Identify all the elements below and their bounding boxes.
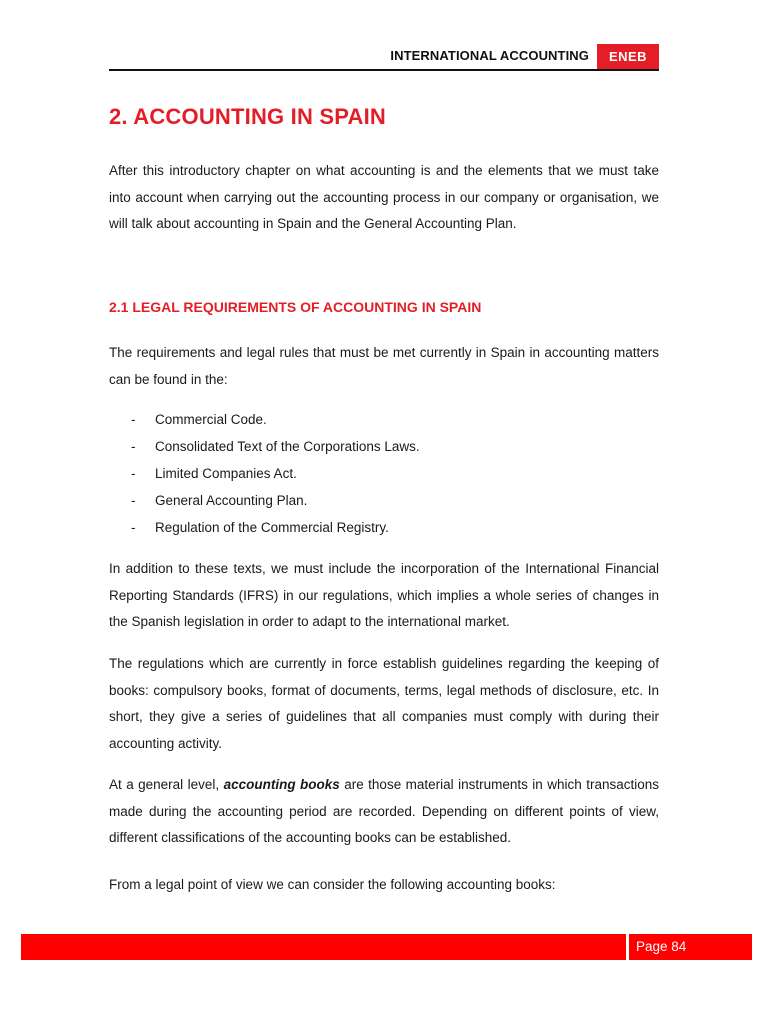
eneb-logo: ENEB [597,44,659,70]
page-number: Page 84 [629,934,752,960]
chapter-title: 2. ACCOUNTING IN SPAIN [109,104,386,129]
list-dash: - [131,493,136,508]
regulations-paragraph: The regulations which are currently in force establish guidelines regarding the keeping of books: compulsory books, format of documents, terms, legal methods of disclosure, etc. In short, they give a series of guidelines that all companies must comply with during their accounting activity. [109,656,659,751]
header-rule [109,69,659,71]
list-item-text: Regulation of the Commercial Registry. [155,520,389,535]
page-header [109,44,659,70]
footer-bar [21,934,626,960]
list-dash: - [131,520,136,535]
list-item-text: Consolidated Text of the Corporations Laws. [155,439,420,454]
books-text-before: At a general level, [109,777,224,792]
list-item [109,437,659,464]
list-item-text: General Accounting Plan. [155,493,308,508]
list-item [109,518,659,545]
list-item [109,491,659,518]
section-lead-paragraph: The requirements and legal rules that must be met currently in Spain in accounting matters can be found in the: [109,345,659,387]
list-item [109,464,659,491]
list-item-text: Commercial Code. [155,412,267,427]
section-title: 2.1 LEGAL REQUIREMENTS OF ACCOUNTING IN SPAIN [109,299,482,315]
intro-paragraph: After this introductory chapter on what accounting is and the elements that we must take into account when carrying out the accounting process in our company or organisation, we will talk about accounting in Spain and the General Accounting Plan. [109,163,659,231]
header-title: INTERNATIONAL ACCOUNTING [390,48,589,63]
legal-texts-list [109,410,659,545]
list-dash: - [131,412,136,427]
list-dash: - [131,466,136,481]
list-item [109,410,659,437]
books-text-after: are those material instruments in which transactions made during the accounting period are recorded. Depending on different points of view, different classifications of the accounting books can be established. [109,777,659,845]
accounting-books-emphasis: accounting books [223,777,340,792]
legal-books-paragraph: From a legal point of view we can consider the following accounting books: [109,877,556,892]
list-item-text: Limited Companies Act. [155,466,297,481]
ifrs-paragraph: In addition to these texts, we must include the incorporation of the International Financial Reporting Standards (IFRS) in our regulations, which implies a whole series of changes in the Spanish legislation in order to adapt to the international market. [109,561,659,629]
list-dash: - [131,439,136,454]
accounting-books-paragraph [109,772,659,852]
